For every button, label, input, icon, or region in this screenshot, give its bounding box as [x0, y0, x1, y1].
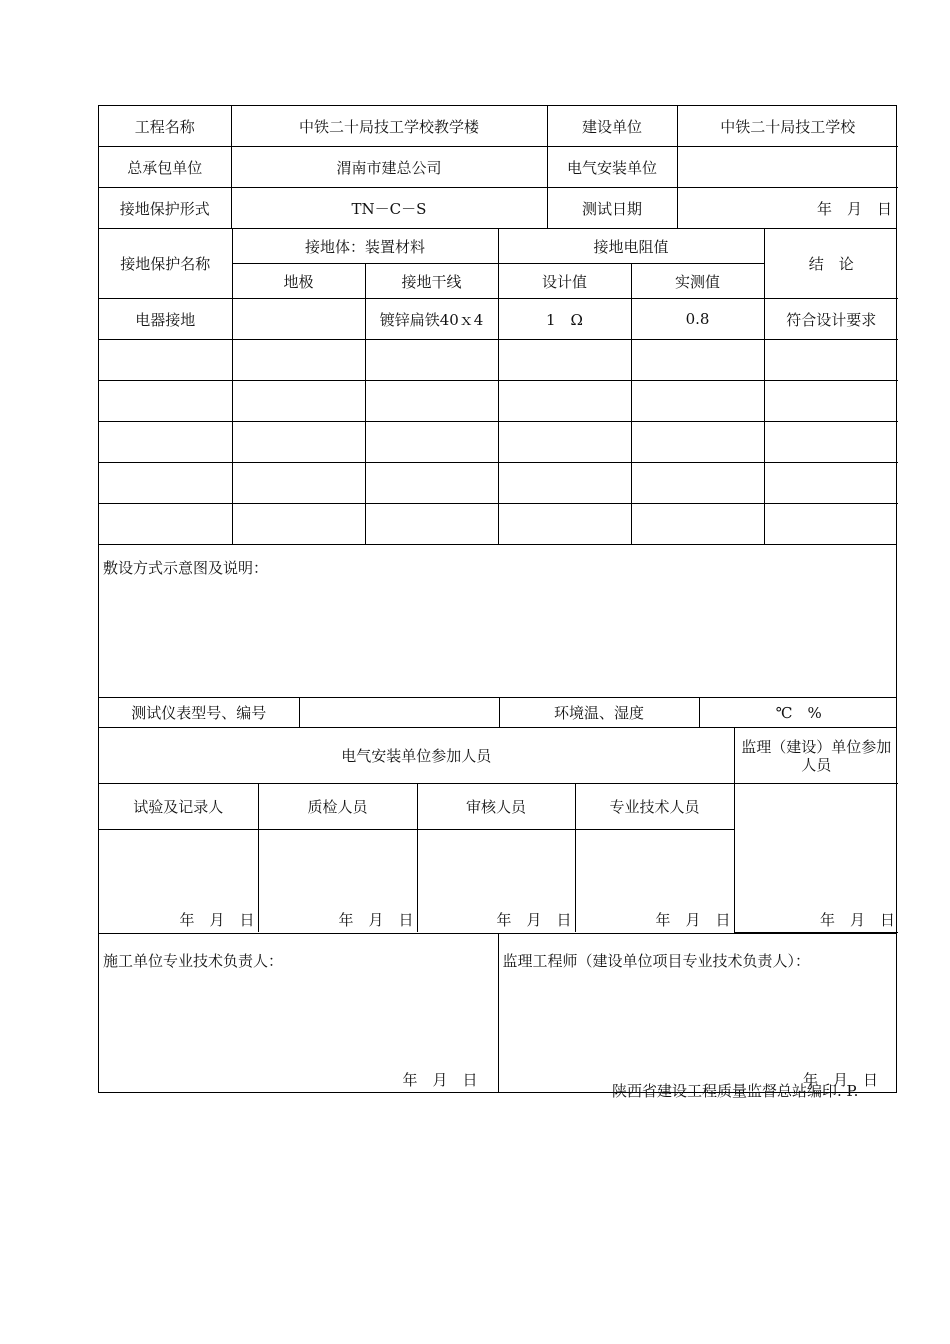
- role-recorder-label: 试验及记录人: [99, 784, 258, 830]
- env-label: 环境温、湿度: [499, 698, 699, 727]
- table-row: [99, 504, 898, 545]
- signature-block: [98, 933, 897, 1093]
- recorder-date: 年 月 日: [99, 830, 258, 933]
- row-name: [99, 381, 232, 422]
- role-technical-label: 专业技术人员: [575, 784, 734, 830]
- contractor-value: 渭南市建总公司: [231, 147, 547, 188]
- row-conclusion: [764, 381, 898, 422]
- supervisor-signature-label: 监理工程师（建设单位项目专业技术负责人）：: [502, 951, 811, 970]
- electrode-label: 地极: [232, 264, 365, 299]
- row-electrode: [232, 463, 365, 504]
- test-date-label: 测试日期: [547, 188, 677, 229]
- supervisor-signature-cell: [498, 934, 898, 1092]
- row-design: [498, 422, 631, 463]
- technical-date: 年 月 日: [575, 830, 734, 933]
- instrument-block: [98, 697, 897, 727]
- participants-table: [99, 728, 898, 933]
- row-trunk: [365, 340, 498, 381]
- row-design: [498, 381, 631, 422]
- row-trunk: 镀锌扁铁40ｘ4: [365, 299, 498, 340]
- owner-value: 中铁二十局技工学校: [677, 106, 898, 147]
- construction-signature-date: 年 月 日: [402, 1070, 478, 1089]
- signature-table: [99, 934, 898, 1092]
- description-label: 敷设方式示意图及说明：: [103, 559, 269, 577]
- grounding-name-label: 接地保护名称: [99, 229, 232, 299]
- table-row: [99, 422, 898, 463]
- construction-signature-label: 施工单位专业技术负责人：: [103, 951, 284, 970]
- table-row: [99, 299, 898, 340]
- participants-block: [98, 727, 897, 933]
- row-trunk: [365, 381, 498, 422]
- table-row: [99, 381, 898, 422]
- design-label: 设计值: [498, 264, 631, 299]
- role-qc-label: 质检人员: [258, 784, 417, 830]
- instrument-table: [99, 698, 898, 727]
- row-electrode: [232, 340, 365, 381]
- row-electrode: [232, 381, 365, 422]
- row-design: 1 Ω: [498, 299, 631, 340]
- row-name: [99, 504, 232, 545]
- row-name: [99, 340, 232, 381]
- electrical-unit-label: 电气安装单位: [547, 147, 677, 188]
- row-conclusion: [764, 504, 898, 545]
- row-name: 电器接地: [99, 299, 232, 340]
- supervisor-signature-date: 年 月 日: [802, 1070, 878, 1089]
- env-value: ℃ %: [699, 698, 898, 727]
- supervision-participants-label: 监理（建设）单位参加人员: [734, 728, 898, 784]
- reviewer-date: 年 月 日: [417, 830, 575, 933]
- construction-signature-cell: [99, 934, 498, 1092]
- protection-form-value: TN－C－S: [231, 188, 547, 229]
- table-row: [99, 340, 898, 381]
- row-trunk: [365, 463, 498, 504]
- project-name-label: 工程名称: [99, 106, 231, 147]
- table-row: [99, 463, 898, 504]
- grounding-test-form: [98, 105, 897, 1093]
- row-measured: [631, 381, 764, 422]
- conclusion-label: 结 论: [764, 229, 898, 299]
- measured-label: 实测值: [631, 264, 764, 299]
- row-conclusion: 符合设计要求: [764, 299, 898, 340]
- protection-form-label: 接地保护形式: [99, 188, 231, 229]
- row-design: [498, 504, 631, 545]
- row-measured: [631, 340, 764, 381]
- row-measured: [631, 504, 764, 545]
- electrical-participants-label: 电气安装单位参加人员: [99, 728, 734, 784]
- row-trunk: [365, 504, 498, 545]
- row-electrode: [232, 422, 365, 463]
- description-block: [98, 544, 897, 697]
- supervision-date: 年 月 日: [734, 784, 898, 933]
- row-name: [99, 422, 232, 463]
- grounding-table: [99, 229, 898, 544]
- electrical-unit-value: [677, 147, 898, 188]
- trunk-label: 接地干线: [365, 264, 498, 299]
- project-name-value: 中铁二十局技工学校教学楼: [231, 106, 547, 147]
- row-measured: [631, 422, 764, 463]
- row-measured: [631, 463, 764, 504]
- row-measured: 0.8: [631, 299, 764, 340]
- row-conclusion: [764, 340, 898, 381]
- row-electrode: [232, 299, 365, 340]
- instrument-value: [299, 698, 499, 727]
- row-conclusion: [764, 422, 898, 463]
- owner-label: 建设单位: [547, 106, 677, 147]
- contractor-label: 总承包单位: [99, 147, 231, 188]
- role-reviewer-label: 审核人员: [417, 784, 575, 830]
- qc-date: 年 月 日: [258, 830, 417, 933]
- header-table: [99, 106, 898, 228]
- row-design: [498, 463, 631, 504]
- row-trunk: [365, 422, 498, 463]
- header-block: [98, 105, 897, 228]
- row-conclusion: [764, 463, 898, 504]
- test-date-value: 年 月 日: [677, 188, 898, 229]
- instrument-label: 测试仪表型号、编号: [99, 698, 299, 727]
- grounding-block: [98, 228, 897, 544]
- row-electrode: [232, 504, 365, 545]
- resistance-group-label: 接地电阻值: [498, 229, 764, 264]
- footer-publisher: 陕西省建设工程质量监督总站编印. P.: [612, 1082, 859, 1100]
- row-name: [99, 463, 232, 504]
- row-design: [498, 340, 631, 381]
- material-group-label: 接地体：装置材料: [232, 229, 498, 264]
